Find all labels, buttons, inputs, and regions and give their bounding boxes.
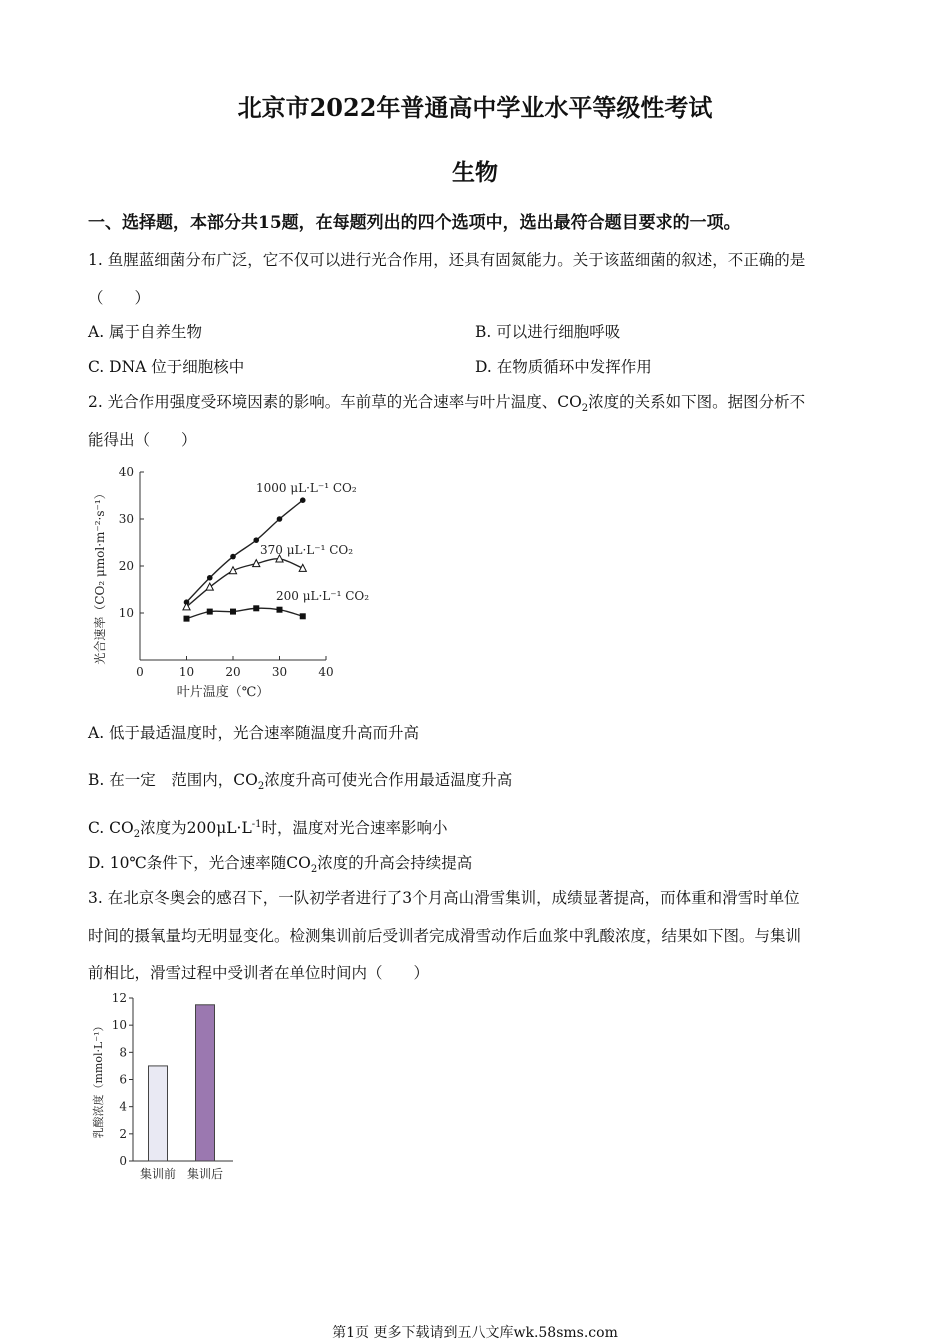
photosynthesis-line-chart — [88, 460, 378, 705]
data-point-square — [253, 605, 259, 611]
y-axis-label: 乳酸浓度（mmol·L⁻¹） — [92, 1020, 105, 1139]
q2-option-d: D. 10℃条件下，光合速率随$CO_2$浓度的升高会持续提高 — [88, 854, 473, 876]
q2-stem-line1: 2. 光合作用强度受环境因素的影响。车前草的光合速率与叶片温度、$CO_2$浓度的关系如下图。据图分析不 — [88, 393, 806, 415]
lactate-bar-chart — [88, 988, 248, 1188]
series-line-square — [187, 608, 303, 618]
y-tick-label: 10 — [111, 1018, 127, 1033]
category-label: 集训后 — [186, 1167, 224, 1181]
x-tick-label: 10 — [178, 665, 195, 679]
y-tick-label: 0 — [119, 1154, 127, 1168]
page-title: 北京市2022年普通高中学业水平等级性考试 — [237, 93, 713, 122]
series-label: 200 μL·L⁻¹ CO₂ — [276, 589, 370, 603]
q1-stem-line1: 1. 鱼腥蓝细菌分布广泛，它不仅可以进行光合作用，还具有固氮能力。关于该蓝细菌的叙述，不正确的是 — [88, 251, 806, 269]
q3-stem-line2: 时间的摄氧量均无明显变化。检测集训前后受训者完成滑雪动作后血浆中乳酸浓度，结果如下图。与集训 — [88, 927, 802, 945]
y-tick-label: 8 — [119, 1045, 127, 1060]
q2-option-c: C. $CO_2$浓度为$200\mu L\cdot L^{-1}$时，温度对光合速率影响小 — [88, 818, 448, 841]
q2-option-b: B. 在一定 范围内，$CO_2$浓度升高可使光合作用最适温度升高 — [88, 771, 513, 793]
bar-after — [196, 1005, 215, 1161]
q3-stem-line1: 3. 在北京冬奥会的感召下，一队初学者进行了3个月高山滑雪集训，成绩显著提高，而体重和滑雪时单位 — [88, 889, 800, 907]
x-axis-label: 叶片温度（℃） — [176, 685, 270, 700]
q1-option-c: C. DNA 位于细胞核中 — [88, 358, 245, 376]
data-point-circle — [300, 497, 306, 503]
data-point-square — [230, 609, 236, 615]
q3-stem-line3: 前相比，滑雪过程中受训者在单位时间内（ ） — [88, 964, 430, 982]
q1-stem-line2: （ ） — [88, 289, 151, 307]
y-tick-label: 2 — [119, 1126, 127, 1141]
x-tick-label: 40 — [318, 665, 334, 679]
y-axis-label: 光合速率（CO₂ μmol·m⁻²·s⁻¹） — [93, 487, 107, 665]
q1-option-d: D. 在物质循环中发挥作用 — [475, 358, 652, 376]
q2-stem-line2: 能得出（ ） — [88, 431, 197, 449]
data-point-triangle — [206, 583, 213, 590]
y-tick-label: 4 — [119, 1099, 127, 1114]
x-tick-label: 20 — [225, 665, 241, 679]
series-label: 370 μL·L⁻¹ CO₂ — [260, 543, 354, 557]
section-heading: 一、选择题，本部分共15题，在每题列出的四个选项中，选出最符合题目要求的一项。 — [88, 213, 741, 233]
data-point-circle — [207, 575, 213, 581]
y-tick-label: 30 — [118, 512, 134, 526]
y-tick-label: 10 — [118, 606, 134, 620]
page-footer: 第1页 更多下载请到五八文库wk.58sms.com — [332, 1325, 618, 1341]
y-tick-label: 12 — [111, 991, 127, 1005]
q2-option-a: A. 低于最适温度时，光合速率随温度升高而升高 — [88, 724, 420, 742]
y-tick-label: 40 — [118, 465, 134, 479]
subject-title: 生物 — [452, 159, 498, 186]
series-label: 1000 μL·L⁻¹ CO₂ — [256, 481, 357, 495]
data-point-circle — [253, 537, 259, 543]
data-point-square — [184, 616, 190, 622]
q1-option-a: A. 属于自养生物 — [88, 323, 203, 341]
q1-option-b: B. 可以进行细胞呼吸 — [475, 323, 621, 341]
data-point-square — [277, 607, 283, 613]
data-point-square — [207, 609, 213, 615]
data-point-circle — [230, 554, 236, 560]
x-tick-label: 30 — [271, 665, 288, 679]
y-tick-label: 20 — [118, 559, 134, 573]
data-point-circle — [277, 516, 283, 522]
y-tick-label: 6 — [119, 1072, 127, 1087]
x-tick-label: 0 — [136, 665, 144, 679]
bar-before — [149, 1066, 168, 1161]
data-point-square — [300, 613, 306, 619]
category-label: 集训前 — [139, 1167, 177, 1181]
